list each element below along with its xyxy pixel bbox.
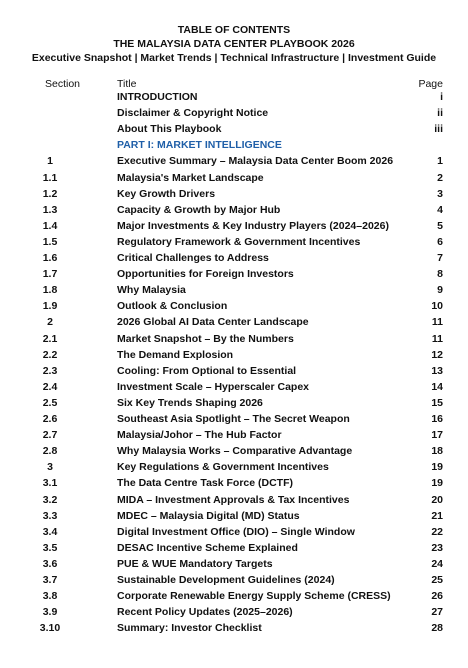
- entry-title: Sustainable Development Guidelines (2024): [117, 574, 335, 586]
- entry-title: MDEC – Malaysia Digital (MD) Status: [117, 509, 300, 522]
- page-number: 27: [431, 606, 443, 619]
- page-number: 21: [431, 509, 443, 522]
- section-number: 1.8: [42, 284, 58, 297]
- page-number: 28: [431, 622, 443, 635]
- page-number: 12: [431, 348, 443, 361]
- page-number: 23: [431, 541, 443, 554]
- section-number: 2.3: [42, 364, 58, 377]
- toc-row[interactable]: [0, 558, 468, 574]
- entry-title: MIDA – Investment Approvals & Tax Incentives: [117, 493, 350, 506]
- page-number: 1: [437, 155, 443, 168]
- page-number: 19: [431, 477, 443, 490]
- toc-row[interactable]: [0, 429, 468, 445]
- toc-row[interactable]: [0, 445, 468, 461]
- toc-row[interactable]: [0, 590, 468, 606]
- page-number: 25: [431, 574, 443, 586]
- toc-row[interactable]: [0, 622, 468, 638]
- toc-row[interactable]: [0, 606, 468, 622]
- entry-title: Six Key Trends Shaping 2026: [117, 396, 263, 409]
- entry-title: Southeast Asia Spotlight – The Secret Weapon: [117, 413, 350, 425]
- entry-title: Regulatory Framework & Government Incentives: [117, 235, 361, 248]
- entry-title: Recent Policy Updates (2025–2026): [117, 606, 293, 619]
- toc-row[interactable]: [0, 461, 468, 477]
- page-number: 5: [437, 219, 443, 232]
- entry-title: Executive Summary – Malaysia Data Center Boom 2026: [117, 155, 394, 168]
- section-number: 3.8: [42, 590, 58, 603]
- section-number: 3.2: [42, 493, 58, 506]
- section-number: 3: [47, 461, 53, 474]
- section-number: 3.4: [42, 525, 58, 538]
- section-number: 2.1: [42, 332, 58, 345]
- page-number: 22: [431, 525, 443, 538]
- page-number: 2: [437, 171, 443, 184]
- toc-row[interactable]: [0, 91, 468, 107]
- toc-row[interactable]: [0, 284, 468, 300]
- page-number: 26: [431, 590, 443, 603]
- toc-row[interactable]: [0, 268, 468, 284]
- page-number: 3: [437, 187, 443, 200]
- toc-row[interactable]: [0, 494, 468, 510]
- toc-row[interactable]: [0, 349, 468, 365]
- page-number: iii: [434, 123, 443, 136]
- section-number: 1.5: [42, 235, 58, 248]
- section-number: 1.3: [42, 203, 58, 216]
- section-number: 1.9: [42, 300, 58, 313]
- toc-row[interactable]: [0, 316, 468, 332]
- title-column-header: Title: [117, 78, 137, 90]
- section-number: 1.7: [42, 268, 58, 281]
- entry-title: Malaysia/Johor – The Hub Factor: [117, 429, 282, 442]
- playbook-subtitle: Executive Snapshot | Market Trends | Technical Infrastructure | Investment Guide: [31, 52, 437, 64]
- page-number: ii: [437, 107, 443, 120]
- section-number: 1.1: [42, 171, 58, 184]
- section-number: 3.5: [42, 541, 58, 554]
- page-number: 19: [431, 461, 443, 474]
- toc-row[interactable]: [0, 188, 468, 204]
- entry-title: Disclaimer & Copyright Notice: [117, 107, 269, 120]
- page-number: 24: [431, 557, 443, 570]
- section-number: 3.1: [42, 477, 58, 490]
- page-number: 11: [431, 316, 443, 329]
- entry-title: INTRODUCTION: [117, 91, 198, 103]
- toc-heading: TABLE OF CONTENTS: [177, 24, 291, 36]
- toc-row[interactable]: [0, 542, 468, 558]
- playbook-title: THE MALAYSIA DATA CENTER PLAYBOOK 2026: [113, 38, 355, 50]
- toc-row[interactable]: [0, 172, 468, 188]
- section-number: 2.8: [42, 445, 58, 458]
- entry-title: Cooling: From Optional to Essential: [117, 364, 297, 377]
- entry-title: The Data Centre Task Force (DCTF): [117, 477, 294, 490]
- section-number: 1.2: [42, 187, 58, 200]
- toc-row[interactable]: [0, 477, 468, 493]
- entry-title: The Demand Explosion: [117, 348, 234, 361]
- page-number: 6: [437, 235, 443, 248]
- section-number: 3.9: [42, 606, 58, 619]
- section-number: 2: [47, 316, 53, 329]
- entry-title: DESAC Incentive Scheme Explained: [117, 541, 298, 554]
- page-number: 13: [431, 364, 443, 377]
- entry-title: Key Growth Drivers: [117, 187, 216, 200]
- page-number: 17: [431, 429, 443, 442]
- entry-title: Outlook & Conclusion: [117, 300, 228, 313]
- toc-row[interactable]: [0, 204, 468, 220]
- entry-title: Why Malaysia Works – Comparative Advantage: [117, 445, 353, 458]
- page-number: 8: [437, 268, 443, 281]
- section-number: 2.6: [42, 413, 58, 425]
- entry-title: Opportunities for Foreign Investors: [117, 268, 294, 281]
- entry-title: Digital Investment Office (DIO) – Single Window: [117, 525, 355, 538]
- entry-title: Key Regulations & Government Incentives: [117, 461, 329, 474]
- entry-title: Major Investments & Key Industry Players (2024–2026): [117, 219, 389, 232]
- section-number: 2.5: [42, 396, 58, 409]
- section-number: 2.4: [42, 380, 58, 393]
- toc-row[interactable]: [0, 220, 468, 236]
- entry-title: Market Snapshot – By the Numbers: [117, 332, 294, 345]
- page-column-header: Page: [418, 78, 443, 90]
- toc-row[interactable]: [0, 333, 468, 349]
- section-column-header: Section: [45, 78, 81, 90]
- section-number: 1.6: [42, 252, 58, 264]
- page-number: 10: [431, 300, 443, 313]
- page-number: 9: [437, 284, 443, 297]
- page-number: 18: [431, 445, 443, 458]
- toc-row[interactable]: [0, 526, 468, 542]
- toc-row[interactable]: [0, 252, 468, 268]
- part-heading[interactable]: [0, 139, 468, 155]
- section-number: 3.7: [42, 574, 58, 586]
- page-number: 4: [437, 203, 443, 216]
- toc-row[interactable]: [0, 123, 468, 139]
- page-number: i: [440, 91, 443, 103]
- entry-title: Why Malaysia: [117, 284, 186, 297]
- section-number: 1.4: [42, 219, 58, 232]
- toc-row[interactable]: [0, 155, 468, 171]
- toc-row[interactable]: [0, 381, 468, 397]
- toc-row[interactable]: [0, 107, 468, 123]
- entry-title: Capacity & Growth by Major Hub: [117, 203, 281, 216]
- toc-row[interactable]: [0, 413, 468, 429]
- entry-title: About This Playbook: [117, 123, 222, 136]
- entry-title: Summary: Investor Checklist: [117, 622, 262, 635]
- section-number: 3.10: [39, 622, 61, 635]
- page-number: 11: [431, 332, 443, 345]
- page-number: 7: [437, 252, 443, 264]
- entry-title: 2026 Global AI Data Center Landscape: [117, 316, 309, 329]
- toc-row[interactable]: [0, 574, 468, 590]
- section-number: 3.3: [42, 509, 58, 522]
- entry-title: PART I: MARKET INTELLIGENCE: [117, 139, 282, 152]
- section-number: 2.2: [42, 348, 58, 361]
- toc-row[interactable]: [0, 236, 468, 252]
- entry-title: Investment Scale – Hyperscaler Capex: [117, 380, 310, 393]
- section-number: 1: [47, 155, 53, 168]
- entry-title: Critical Challenges to Address: [117, 252, 269, 264]
- toc-row[interactable]: [0, 397, 468, 413]
- page-number: 15: [431, 396, 443, 409]
- entry-title: Malaysia's Market Landscape: [117, 171, 264, 184]
- section-number: 3.6: [42, 557, 58, 570]
- toc-row[interactable]: [0, 365, 468, 381]
- entry-title: PUE & WUE Mandatory Targets: [117, 557, 273, 570]
- entry-title: Corporate Renewable Energy Supply Scheme (CRESS): [117, 590, 391, 603]
- section-number: 2.7: [42, 429, 58, 442]
- page-number: 20: [431, 493, 443, 506]
- page-number: 16: [431, 413, 443, 425]
- toc-row[interactable]: [0, 510, 468, 526]
- page-number: 14: [431, 380, 443, 393]
- toc-row[interactable]: [0, 300, 468, 316]
